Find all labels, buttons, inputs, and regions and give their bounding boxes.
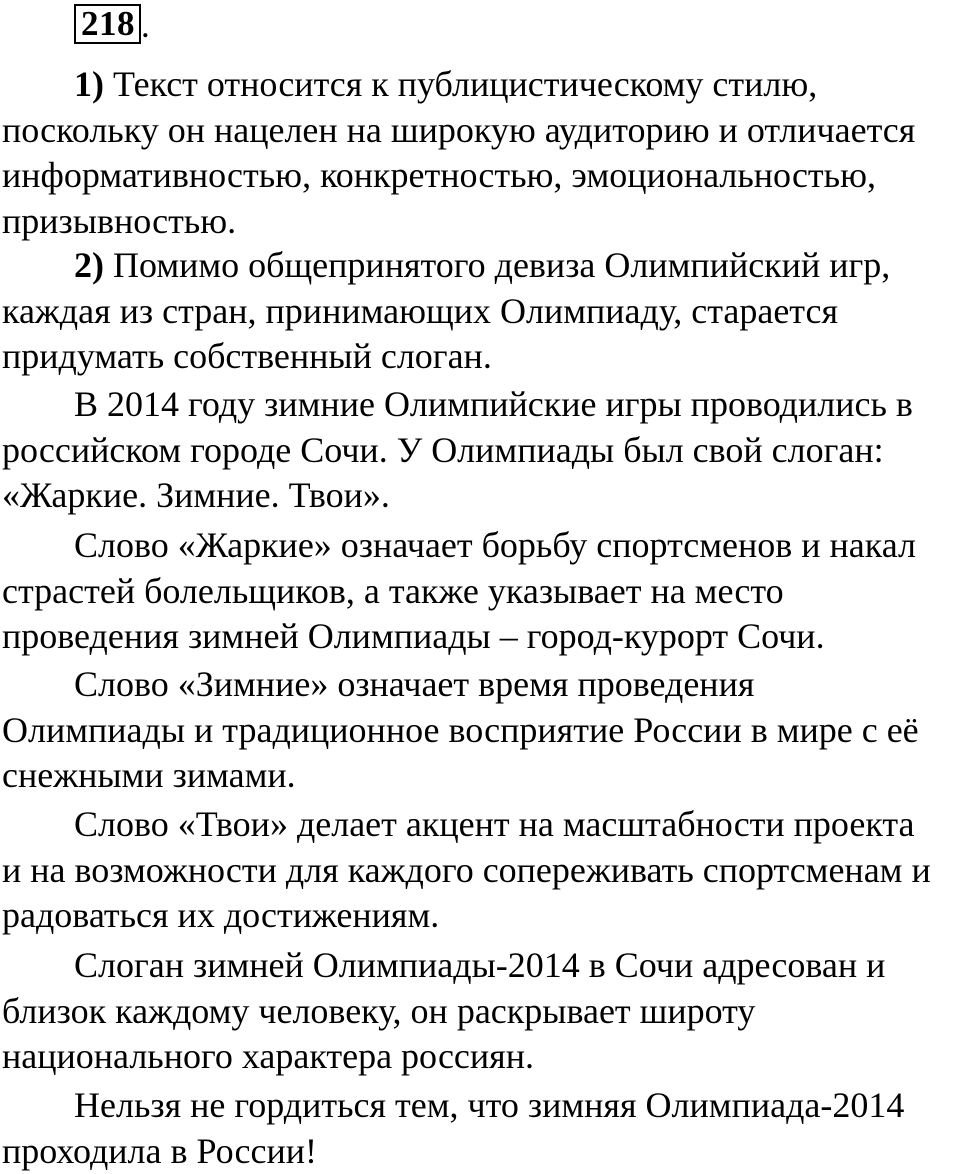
paragraph-line: Слово «Твои» делает акцент на масштабности проекта bbox=[2, 802, 960, 848]
paragraph-7 bbox=[2, 943, 960, 1080]
paragraph-6 bbox=[2, 802, 960, 939]
exercise-header bbox=[74, 4, 150, 44]
paragraph-line: информативностью, конкретностью, эмоциональностью, bbox=[2, 153, 960, 199]
paragraph-lead: 1) bbox=[74, 64, 104, 104]
exercise-number: 218 bbox=[74, 4, 141, 44]
paragraph-line: 1) Текст относится к публицистическому стилю, bbox=[2, 62, 960, 108]
paragraph-lead: 2) bbox=[74, 245, 104, 285]
paragraph-line: Слоган зимней Олимпиады-2014 в Сочи адресован и bbox=[2, 943, 960, 989]
paragraph-line: Слово «Жаркие» означает борьбу спортсменов и накал bbox=[2, 523, 960, 569]
paragraph-2 bbox=[2, 243, 960, 380]
paragraph-line: каждая из стран, принимающих Олимпиаду, старается bbox=[2, 289, 960, 335]
paragraph-line: проведения зимней Олимпиады – город-курорт Сочи. bbox=[2, 614, 960, 660]
paragraph-line: снежными зимами. bbox=[2, 753, 960, 799]
paragraph-line: национального характера россиян. bbox=[2, 1034, 960, 1080]
paragraph-line: поскольку он нацелен на широкую аудиторию и отличается bbox=[2, 108, 960, 154]
paragraph-line: В 2014 году зимние Олимпийские игры проводились в bbox=[2, 382, 960, 428]
paragraph-4 bbox=[2, 523, 960, 660]
paragraph-line: радоваться их достижениям. bbox=[2, 893, 960, 939]
paragraph-5 bbox=[2, 662, 960, 799]
paragraph-line: близок каждому человеку, он раскрывает широту bbox=[2, 989, 960, 1035]
paragraph-line: Олимпиады и традиционное восприятие России в мире с её bbox=[2, 708, 960, 754]
paragraph-line: и на возможности для каждого сопереживать спортсменам и bbox=[2, 848, 960, 894]
paragraph-line: «Жаркие. Зимние. Твои». bbox=[2, 473, 960, 519]
paragraph-line: 2) Помимо общепринятого девиза Олимпийский игр, bbox=[2, 243, 960, 289]
exercise-number-dot: . bbox=[141, 8, 150, 44]
paragraph-8 bbox=[2, 1083, 960, 1174]
paragraph-line: российском городе Сочи. У Олимпиады был свой слоган: bbox=[2, 428, 960, 474]
paragraph-line: Слово «Зимние» означает время проведения bbox=[2, 662, 960, 708]
paragraph-3 bbox=[2, 382, 960, 519]
paragraph-line: страстей болельщиков, а также указывает на место bbox=[2, 569, 960, 615]
paragraph-line: придумать собственный слоган. bbox=[2, 334, 960, 380]
paragraph-1 bbox=[2, 62, 960, 244]
paragraph-line: призывностью. bbox=[2, 199, 960, 245]
paragraph-line: проходила в России! bbox=[2, 1129, 960, 1174]
paragraph-line: Нельзя не гордиться тем, что зимняя Олимпиада-2014 bbox=[2, 1083, 960, 1129]
